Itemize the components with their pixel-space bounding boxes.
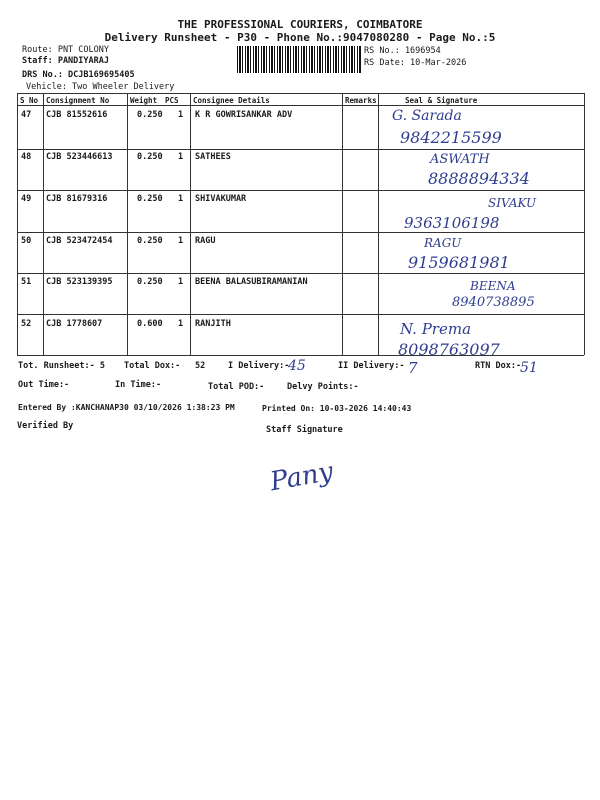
verified-by: Verified By — [17, 421, 74, 431]
rs-number: RS No.: 1696954 — [364, 46, 441, 56]
printed-on: Printed On: 10-03-2026 14:40:43 — [262, 404, 412, 413]
row-signature: BEENA — [470, 279, 516, 293]
row-consignment: CJB 523472454 — [46, 236, 113, 246]
staff-signature-label: Staff Signature — [266, 425, 343, 435]
rtn-dox-label: RTN Dox:- — [475, 361, 522, 371]
row-phone: 9159681981 — [408, 253, 510, 272]
runsheet-subtitle: Delivery Runsheet - P30 - Phone No.:9047080280 - Page No.:5 — [104, 31, 496, 44]
staff: Staff: PANDIYARAJ — [22, 56, 109, 66]
row-weight: 0.250 — [137, 110, 163, 120]
header-weight: Weight — [130, 96, 158, 105]
row-sno: 50 — [21, 236, 32, 246]
total-dox-value: 52 — [195, 361, 206, 371]
row-consignee: RAGU — [195, 236, 216, 246]
row-phone: 8888894334 — [428, 169, 530, 188]
row-weight: 0.250 — [137, 277, 163, 287]
ii-delivery-value: 7 — [408, 359, 418, 377]
row-consignment: CJB 523446613 — [46, 152, 113, 162]
row-consignee: RANJITH — [195, 319, 231, 329]
row-consignee: SATHEES — [195, 152, 231, 162]
row-weight: 0.250 — [137, 152, 163, 162]
header-remarks: Remarks — [345, 96, 377, 105]
drs-number: DRS No.: DCJB169695405 — [22, 70, 135, 80]
row-weight: 0.600 — [137, 319, 163, 329]
i-delivery-label: I Delivery:- — [228, 361, 290, 371]
rtn-dox-value: 51 — [520, 360, 538, 376]
row-consignment: CJB 81679316 — [46, 194, 108, 204]
header-sno: S No — [20, 96, 39, 105]
row-phone: 9842215599 — [400, 128, 502, 147]
row-sno: 52 — [21, 319, 32, 329]
row-phone: 8940738895 — [452, 295, 535, 310]
row-pcs: 1 — [178, 194, 184, 204]
total-pod: Total POD:- — [208, 382, 265, 392]
i-delivery-value: 45 — [288, 358, 306, 374]
row-sno: 51 — [21, 277, 32, 287]
ii-delivery-label: II Delivery:- — [338, 361, 405, 371]
row-phone: 9363106198 — [404, 214, 500, 232]
row-consignment: CJB 81552616 — [46, 110, 108, 120]
header-consignee: Consignee Details — [193, 96, 270, 105]
row-pcs: 1 — [178, 277, 184, 287]
row-signature: SIVAKU — [488, 196, 537, 210]
row-consignee: SHIVAKUMAR — [195, 194, 247, 204]
row-phone: 8098763097 — [398, 340, 500, 359]
row-pcs: 1 — [178, 236, 184, 246]
row-signature: G. Sarada — [392, 108, 462, 124]
route: Route: PNT COLONY — [22, 45, 109, 55]
row-signature: ASWATH — [430, 152, 490, 167]
header-consignment-no: Consignment No — [46, 96, 110, 105]
row-signature: RAGU — [424, 236, 462, 250]
out-time: Out Time:- — [18, 380, 70, 390]
row-consignment: CJB 1778607 — [46, 319, 103, 329]
company-title: THE PROFESSIONAL COURIERS, COIMBATORE — [177, 18, 423, 31]
row-consignee: BEENA BALASUBIRAMANIAN — [195, 277, 308, 287]
row-pcs: 1 — [178, 152, 184, 162]
row-sno: 49 — [21, 194, 32, 204]
row-sno: 47 — [21, 110, 32, 120]
row-consignment: CJB 523139395 — [46, 277, 113, 287]
vehicle: Vehicle: Two Wheeler Delivery — [26, 82, 175, 92]
entered-by: Entered By :KANCHANAP30 03/10/2026 1:38:23 PM — [18, 403, 235, 412]
row-consignee: K R GOWRISANKAR ADV — [195, 110, 293, 120]
tot-runsheet: Tot. Runsheet:- 5 — [18, 361, 105, 371]
header-pcs: PCS — [165, 96, 179, 105]
row-weight: 0.250 — [137, 236, 163, 246]
rs-date: RS Date: 10-Mar-2026 — [364, 58, 467, 68]
header-seal-signature: Seal & Signature — [405, 96, 478, 105]
staff-signature: Pany — [267, 456, 336, 498]
row-weight: 0.250 — [137, 194, 163, 204]
delvy-points: Delvy Points:- — [287, 382, 359, 392]
in-time: In Time:- — [115, 380, 162, 390]
row-pcs: 1 — [178, 319, 184, 329]
row-pcs: 1 — [178, 110, 184, 120]
total-dox-label: Total Dox:- — [124, 361, 181, 371]
barcode — [237, 46, 362, 73]
row-sno: 48 — [21, 152, 32, 162]
row-signature: N. Prema — [400, 320, 472, 338]
